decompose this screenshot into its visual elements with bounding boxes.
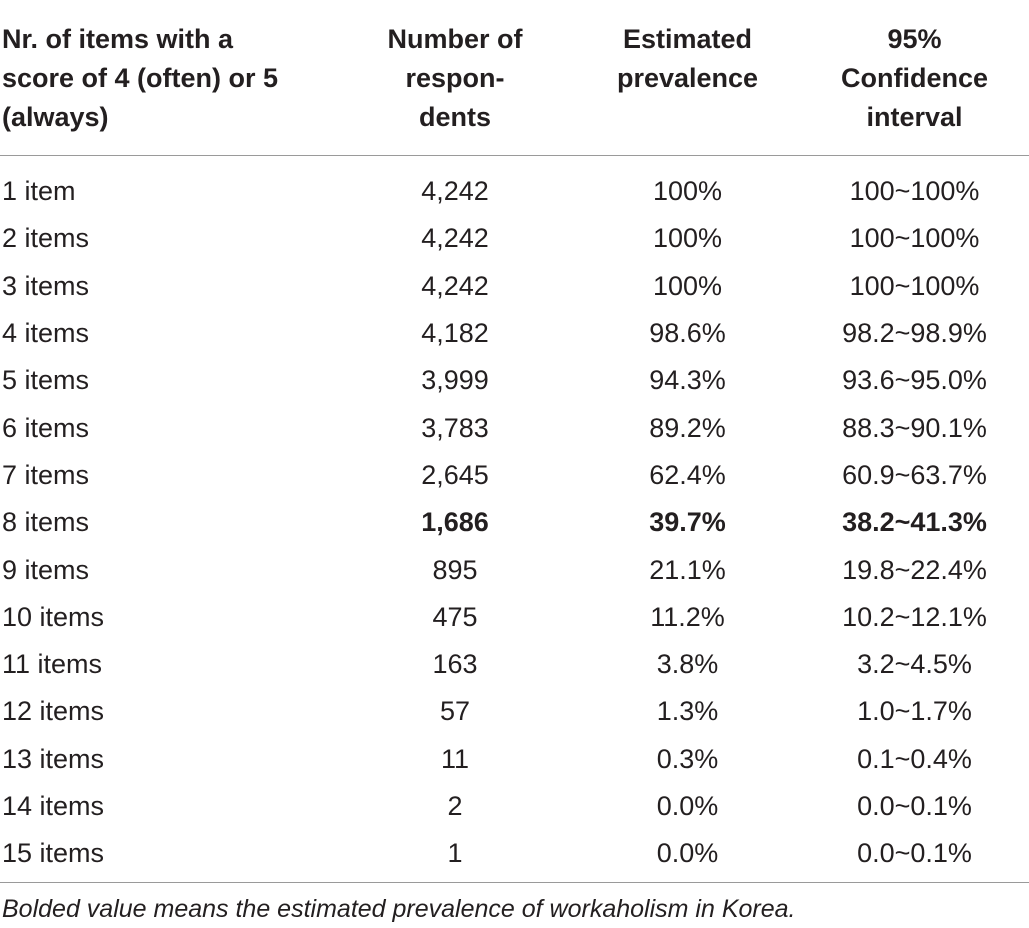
cell-respondents: 3,999 (421, 365, 489, 396)
cell-confidence-interval: 0.1~0.4% (857, 743, 972, 774)
header-line: Nr. of items with a (2, 24, 234, 54)
cell-prevalence: 94.3% (649, 365, 726, 396)
cell-prevalence: 1.3% (656, 696, 719, 727)
cell-respondents: 2,645 (421, 459, 489, 490)
cell-items: 15 items (2, 838, 105, 869)
table-footnote: Bolded value means the estimated prevalence of workaholism in Korea. (2, 895, 796, 923)
table-row (0, 688, 1029, 735)
cell-items: 9 items (2, 554, 90, 585)
table-row (0, 736, 1029, 783)
cell-confidence-interval: 0.0~0.1% (857, 791, 972, 821)
cell-respondents: 57 (439, 696, 471, 727)
cell-confidence-interval: 88.3~90.1% (842, 412, 987, 443)
cell-prevalence: 62.4% (649, 459, 726, 490)
table-row (0, 357, 1029, 404)
header-line: respon- (405, 63, 505, 93)
cell-confidence-interval: 38.2~41.3% (842, 507, 987, 538)
cell-prevalence: 0.3% (656, 743, 719, 774)
cell-items: 2 items (2, 223, 90, 254)
footer-divider (0, 882, 1029, 883)
cell-items: 4 items (2, 318, 90, 349)
cell-respondents: 4,242 (421, 223, 489, 254)
cell-respondents: 4,182 (421, 318, 489, 349)
cell-respondents: 2 (447, 791, 463, 821)
cell-prevalence: 89.2% (649, 412, 726, 443)
cell-items: 3 items (2, 270, 90, 301)
cell-confidence-interval: 93.6~95.0% (842, 365, 987, 396)
header-confidence-interval (800, 0, 1029, 156)
cell-confidence-interval: 1.0~1.7% (857, 696, 972, 727)
cell-confidence-interval: 0.0~0.1% (857, 838, 972, 869)
cell-prevalence: 11.2% (650, 601, 725, 632)
table-row (0, 156, 1029, 216)
header-line: (always) (2, 102, 109, 132)
cell-items: 6 items (2, 412, 90, 443)
header-row (0, 0, 1029, 156)
cell-prevalence: 3.8% (656, 649, 719, 680)
table-row (0, 641, 1029, 688)
cell-items: 5 items (2, 365, 90, 396)
cell-respondents: 1 (447, 838, 463, 869)
header-prevalence (575, 0, 800, 156)
cell-respondents: 163 (432, 649, 478, 680)
cell-confidence-interval: 98.2~98.9% (842, 318, 987, 349)
cell-prevalence: 98.6% (649, 318, 726, 349)
cell-items: 7 items (2, 459, 90, 490)
table-row (0, 546, 1029, 593)
cell-items: 10 items (2, 601, 105, 632)
table-row (0, 263, 1029, 310)
cell-respondents: 475 (432, 601, 478, 632)
cell-items: 13 items (2, 743, 105, 774)
table-body (0, 156, 1029, 878)
cell-items: 11 items (2, 649, 103, 680)
cell-confidence-interval: 19.8~22.4% (842, 554, 987, 585)
cell-confidence-interval: 100~100% (849, 223, 980, 254)
cell-prevalence: 0.0% (656, 791, 719, 821)
cell-respondents: 3,783 (421, 412, 489, 443)
table-row (0, 310, 1029, 357)
table-row (0, 830, 1029, 877)
table-row (0, 404, 1029, 451)
header-line: dents (418, 102, 491, 132)
table-row (0, 594, 1029, 641)
table-row (0, 783, 1029, 830)
table-header (0, 0, 1029, 156)
cell-confidence-interval: 10.2~12.1% (842, 601, 987, 632)
cell-prevalence: 100% (652, 176, 723, 207)
cell-items: 14 items (2, 791, 105, 821)
cell-prevalence: 21.1% (649, 554, 726, 585)
table-row (0, 452, 1029, 499)
cell-prevalence: 100% (652, 270, 723, 301)
header-line: Estimated (622, 24, 753, 54)
header-line: 95% (887, 24, 942, 54)
header-line: score of 4 (often) or 5 (2, 63, 279, 93)
cell-prevalence: 39.7% (649, 507, 726, 538)
cell-respondents: 1,686 (421, 507, 489, 538)
cell-respondents: 895 (432, 554, 478, 585)
cell-respondents: 4,242 (421, 270, 489, 301)
header-respondents (335, 0, 575, 156)
cell-items: 12 items (2, 696, 105, 727)
header-line: Number of (387, 24, 523, 54)
cell-confidence-interval: 100~100% (849, 176, 980, 207)
cell-respondents: 11 (440, 743, 470, 774)
header-items (0, 0, 335, 156)
table-row (0, 215, 1029, 262)
header-line: prevalence (616, 63, 759, 93)
cell-prevalence: 0.0% (656, 838, 719, 869)
header-line: Confidence (840, 63, 988, 93)
cell-prevalence: 100% (652, 223, 723, 254)
cell-confidence-interval: 100~100% (849, 270, 980, 301)
cell-respondents: 4,242 (421, 176, 489, 207)
cell-confidence-interval: 60.9~63.7% (842, 459, 987, 490)
cell-items: 8 items (2, 507, 90, 538)
table-row (0, 499, 1029, 546)
cell-confidence-interval: 3.2~4.5% (857, 649, 972, 680)
cell-items: 1 item (2, 176, 76, 207)
header-line: interval (866, 102, 963, 132)
